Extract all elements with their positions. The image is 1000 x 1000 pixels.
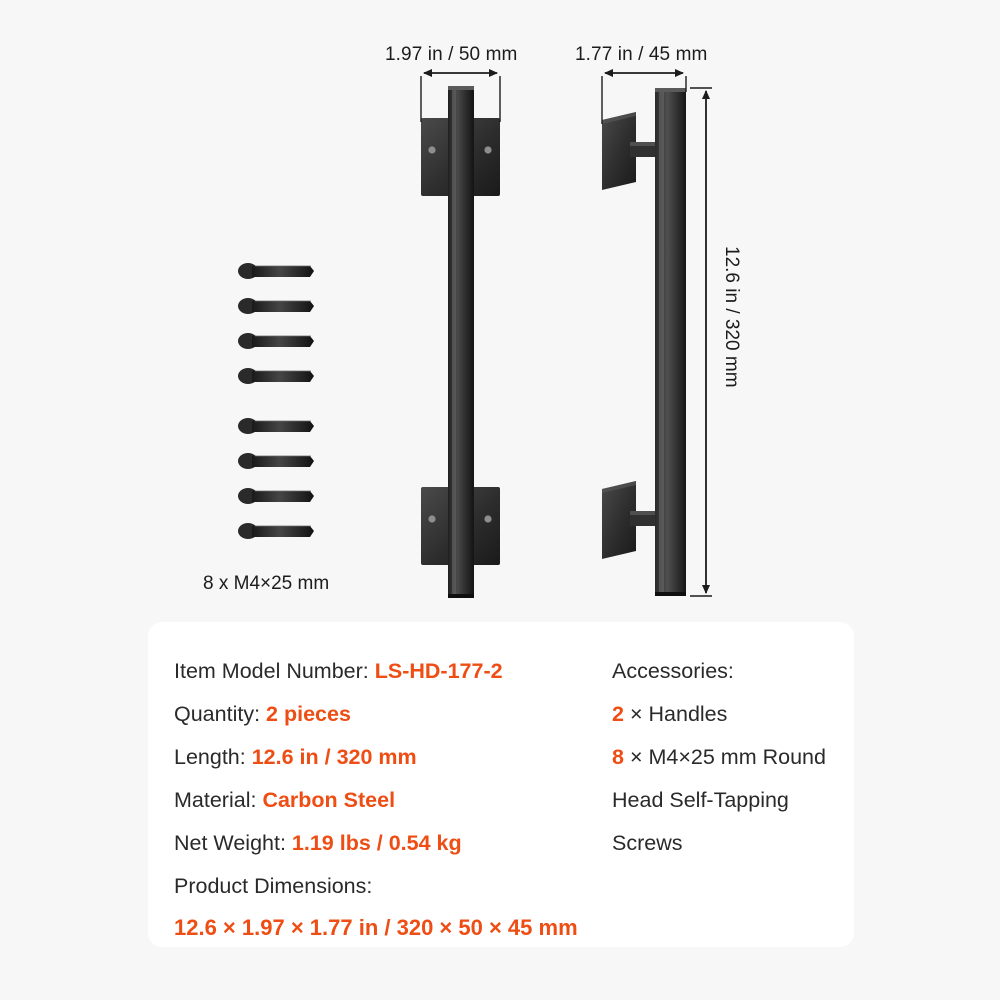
accessory-text-screws: M4×25 mm Round [648, 745, 826, 769]
height-label: 12.6 in / 320 mm [721, 246, 742, 388]
spec-label-net-weight: Net Weight: [174, 831, 286, 855]
screw-group [238, 263, 314, 539]
spec-row-quantity [174, 693, 594, 736]
spec-label-material: Material: [174, 788, 257, 812]
accessory-sep-handles: × [629, 702, 643, 726]
accessory-screws-line-3: Screws [612, 831, 683, 855]
screw-icon [238, 453, 314, 469]
spec-label-quantity: Quantity: [174, 702, 261, 726]
accessories-title: Accessories: [612, 659, 734, 683]
spec-card [148, 622, 854, 947]
screws-quantity-label: 8 x M4×25 mm [203, 573, 330, 594]
screw-icon [238, 298, 314, 314]
handle-side-view [602, 88, 686, 596]
spec-value-dimensions: 12.6 × 1.97 × 1.77 in / 320 × 50 × 45 mm [174, 915, 578, 940]
accessories-list [594, 646, 828, 929]
accessory-sep-screws: × [629, 745, 643, 769]
front-width-label: 1.97 in / 50 mm [385, 44, 518, 65]
spec-value-length: 12.6 in / 320 mm [251, 745, 417, 769]
spec-row-material [174, 779, 594, 822]
accessory-count-screws: 8 [612, 745, 624, 769]
spec-label-length: Length: [174, 745, 246, 769]
screw-icon [238, 488, 314, 504]
spec-value-material: Carbon Steel [262, 788, 396, 812]
screw-icon [238, 263, 314, 279]
spec-label-model: Item Model Number: [174, 659, 369, 683]
height-dimension [690, 88, 712, 596]
spec-label-dimensions: Product Dimensions: [174, 874, 373, 898]
side-width-label: 1.77 in / 45 mm [575, 44, 708, 65]
screw-icon [238, 523, 314, 539]
spec-value-model: LS-HD-177-2 [374, 659, 503, 683]
spec-row-length [174, 736, 594, 779]
screw-icon [238, 368, 314, 384]
screw-icon [238, 333, 314, 349]
spec-value-quantity: 2 pieces [266, 702, 351, 726]
spec-row-net-weight [174, 822, 594, 865]
accessory-row-handles [612, 693, 828, 736]
accessory-screws-line-2: Head Self-Tapping [612, 788, 789, 812]
spec-row-model [174, 650, 594, 693]
spec-value-net-weight: 1.19 lbs / 0.54 kg [291, 831, 462, 855]
screw-icon [238, 418, 314, 434]
spec-row-dimensions-label [174, 865, 594, 908]
accessory-count-handles: 2 [612, 702, 624, 726]
handle-front-view [421, 86, 500, 598]
accessory-row-screws [612, 736, 828, 779]
accessory-text-handles: Handles [648, 702, 728, 726]
spec-list [174, 646, 594, 940]
